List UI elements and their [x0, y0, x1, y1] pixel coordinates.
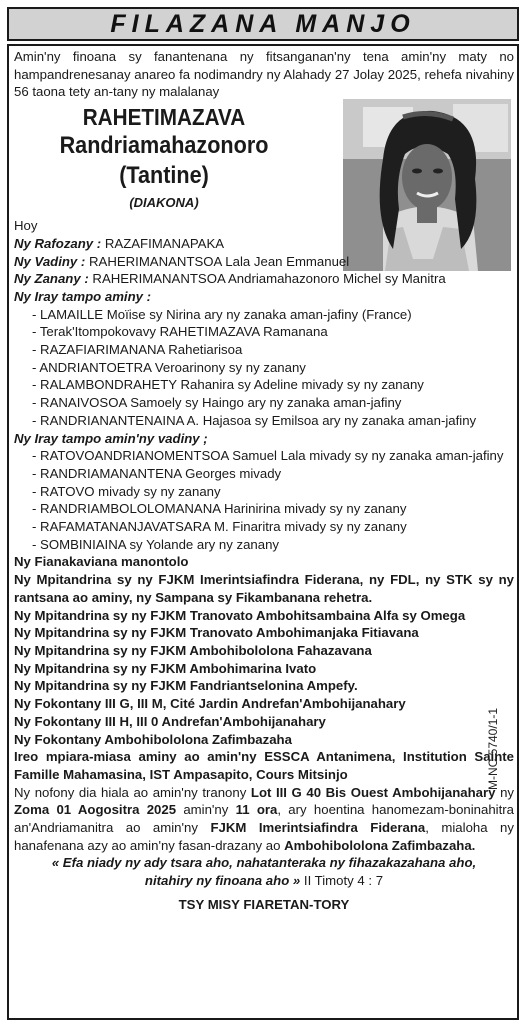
burial-text: ny [495, 784, 515, 800]
sibling-item: - RAZAFIARIMANANA Rahetiarisoa [32, 342, 243, 358]
burial-text: , ary hoentina hanomezam-boninahitra an'Andriamanitra ao amin'ny [14, 802, 514, 836]
hoy-label: Hoy [14, 218, 38, 234]
deceased-given-name: Randriamahazonoro [59, 132, 269, 160]
family-line [14, 253, 514, 271]
other-mourner: Ny Mpitandrina sy ny FJKM Ambohimarina Ivato [14, 660, 317, 676]
burial-time: 11 ora [235, 802, 278, 818]
burial-tomb: Ambohibololona Zafimbazaha. [284, 837, 476, 853]
other-mourner: Ny Fokontany III H, III 0 Andrefan'Ambohijanahary [14, 713, 326, 729]
other-mourner: Ny Fokontany III G, III M, Cité Jardin Andrefan'Ambohijanahary [14, 696, 406, 712]
family-label: Ny Rafozany : [14, 235, 102, 251]
sibling-item: - Terak'Itompokovavy RAHETIMAZAVA Ramanana [32, 324, 328, 340]
spouse-sibling-item: - RATOVO mivady sy ny zanany [32, 483, 221, 499]
burial-text: amin'ny [176, 802, 236, 818]
burial-church: FJKM Imerintsiafindra Fiderana [210, 820, 426, 836]
other-mourner: Ny Mpitandrina sy ny FJKM Fandriantselonina Ampefy. [14, 678, 358, 694]
other-mourner: Ny Fianakaviana manontolo [14, 554, 189, 570]
burial-details [14, 784, 514, 855]
other-mourner: Ny Mpitandrina sy ny FJKM Tranovato Ambohimanjaka Fitiavana [14, 625, 419, 641]
spouse-siblings-label: Ny Iray tampo amin'ny vadiny ; [14, 430, 208, 446]
family-label: Ny Zanany : [14, 271, 89, 287]
header-title: FILAZANA MANJO [110, 9, 416, 38]
bible-quote [14, 854, 514, 889]
other-mourner: Ny Mpitandrina sy ny FJKM Ambohibololona Fahazavana [14, 642, 372, 658]
spouse-sibling-item: - SOMBINIAINA sy Yolande ary ny zanany [32, 536, 280, 552]
sibling-item: - ANDRIANTOETRA Veroarinony sy ny zanany [32, 359, 306, 375]
spouse-sibling-item: - RANDRIAMANANTENA Georges mivady [32, 465, 282, 481]
sibling-item: - RANDRIANANTENAINA A. Hajasoa sy Emilsoa ary ny zanaka aman-jafiny [32, 412, 477, 428]
spouse-sibling-item: - RANDRIAMBOLOLOMANANA Harinirina mivady sy ny zanany [32, 501, 407, 517]
obituary-content [14, 48, 514, 914]
family-line [14, 270, 514, 288]
reference-code: M-NC 5740/1-1 [486, 707, 500, 790]
spouse-sibling-item: - RATOVOANDRIANOMENTSOA Samuel Lala mivady sy ny zanaka aman-jafiny [32, 448, 504, 464]
quote-reference: II Timoty 4 : 7 [300, 873, 384, 889]
burial-text: Ny nofony dia hiala ao amin'ny tranony [14, 784, 251, 800]
sibling-item: - RALAMBONDRAHETY Rahanira sy Adeline mivady sy ny zanany [32, 377, 424, 393]
family-text: RAZAFIMANAPAKA [104, 235, 225, 251]
deceased-nickname: (Tantine) [119, 162, 209, 190]
quote-text: « Efa niady ny ady tsara aho, nahatanteraka ny fihazakazahana aho, nitahiry ny finoana aho » [51, 855, 477, 889]
other-mourner: Ny Mpitandrina sy ny FJKM Imerintsiafindra Fiderana, ny FDL, ny STK sy ny rantsana ao aminy, ny Sampana sy Fikambanana rehetra. [14, 572, 514, 605]
other-mourner: Ny Mpitandrina sy ny FJKM Tranovato Ambohitsambaina Alfa sy Omega [14, 607, 466, 623]
sibling-item: - RANAIVOSOA Samoely sy Haingo ary ny zanaka aman-jafiny [32, 395, 402, 411]
spouse-sibling-item: - RAFAMATANANJAVATSARA M. Finaritra mivady sy ny zanany [32, 519, 407, 535]
header-banner [7, 7, 519, 41]
burial-address: Lot III G 40 Bis Ouest Ambohijanahary [250, 784, 496, 800]
intro-text: Amin'ny finoana sy fanantenana ny fitsanganan'ny tena amin'ny maty no hampandrenesanay anareo fa nodimandry ny Alahady 27 Jolay 2025, rehefa nivahiny 56 taona tety an-tany ny malalanay [14, 49, 514, 100]
signoff: TSY MISY FIARETAN-TORY [178, 896, 350, 912]
family-text: RAHERIMANANTSOA Andriamahazonoro Michel sy Manitra [92, 271, 446, 287]
burial-text: , mialoha ny hanafenana azy ao amin'ny fasan-drazany ao [14, 820, 514, 853]
deceased-role: (DIAKONA) [129, 195, 199, 211]
sibling-item: - LAMAILLE Moïise sy Nirina ary ny zanaka aman-jafiny (France) [32, 306, 412, 322]
family-text: RAHERIMANANTSOA Lala Jean Emmanuel [89, 253, 350, 269]
family-line [14, 235, 514, 253]
other-mourner: Ny Fokontany Ambohibololona Zafimbazaha [14, 731, 292, 747]
other-mourner: Ireo mpiara-miasa aminy ao amin'ny ESSCA Antanimena, Institution Sainte Famille Mahamasina, IST Ampasapito, Cours Mitsinjo [14, 749, 514, 782]
family-label: Ny Vadiny : [14, 253, 86, 269]
burial-date: Zoma 01 Aogositra 2025 [14, 802, 177, 818]
deceased-surname: RAHETIMAZAVA [82, 104, 246, 131]
deceased-names [14, 103, 314, 213]
siblings-label: Ny Iray tampo aminy : [14, 288, 152, 304]
